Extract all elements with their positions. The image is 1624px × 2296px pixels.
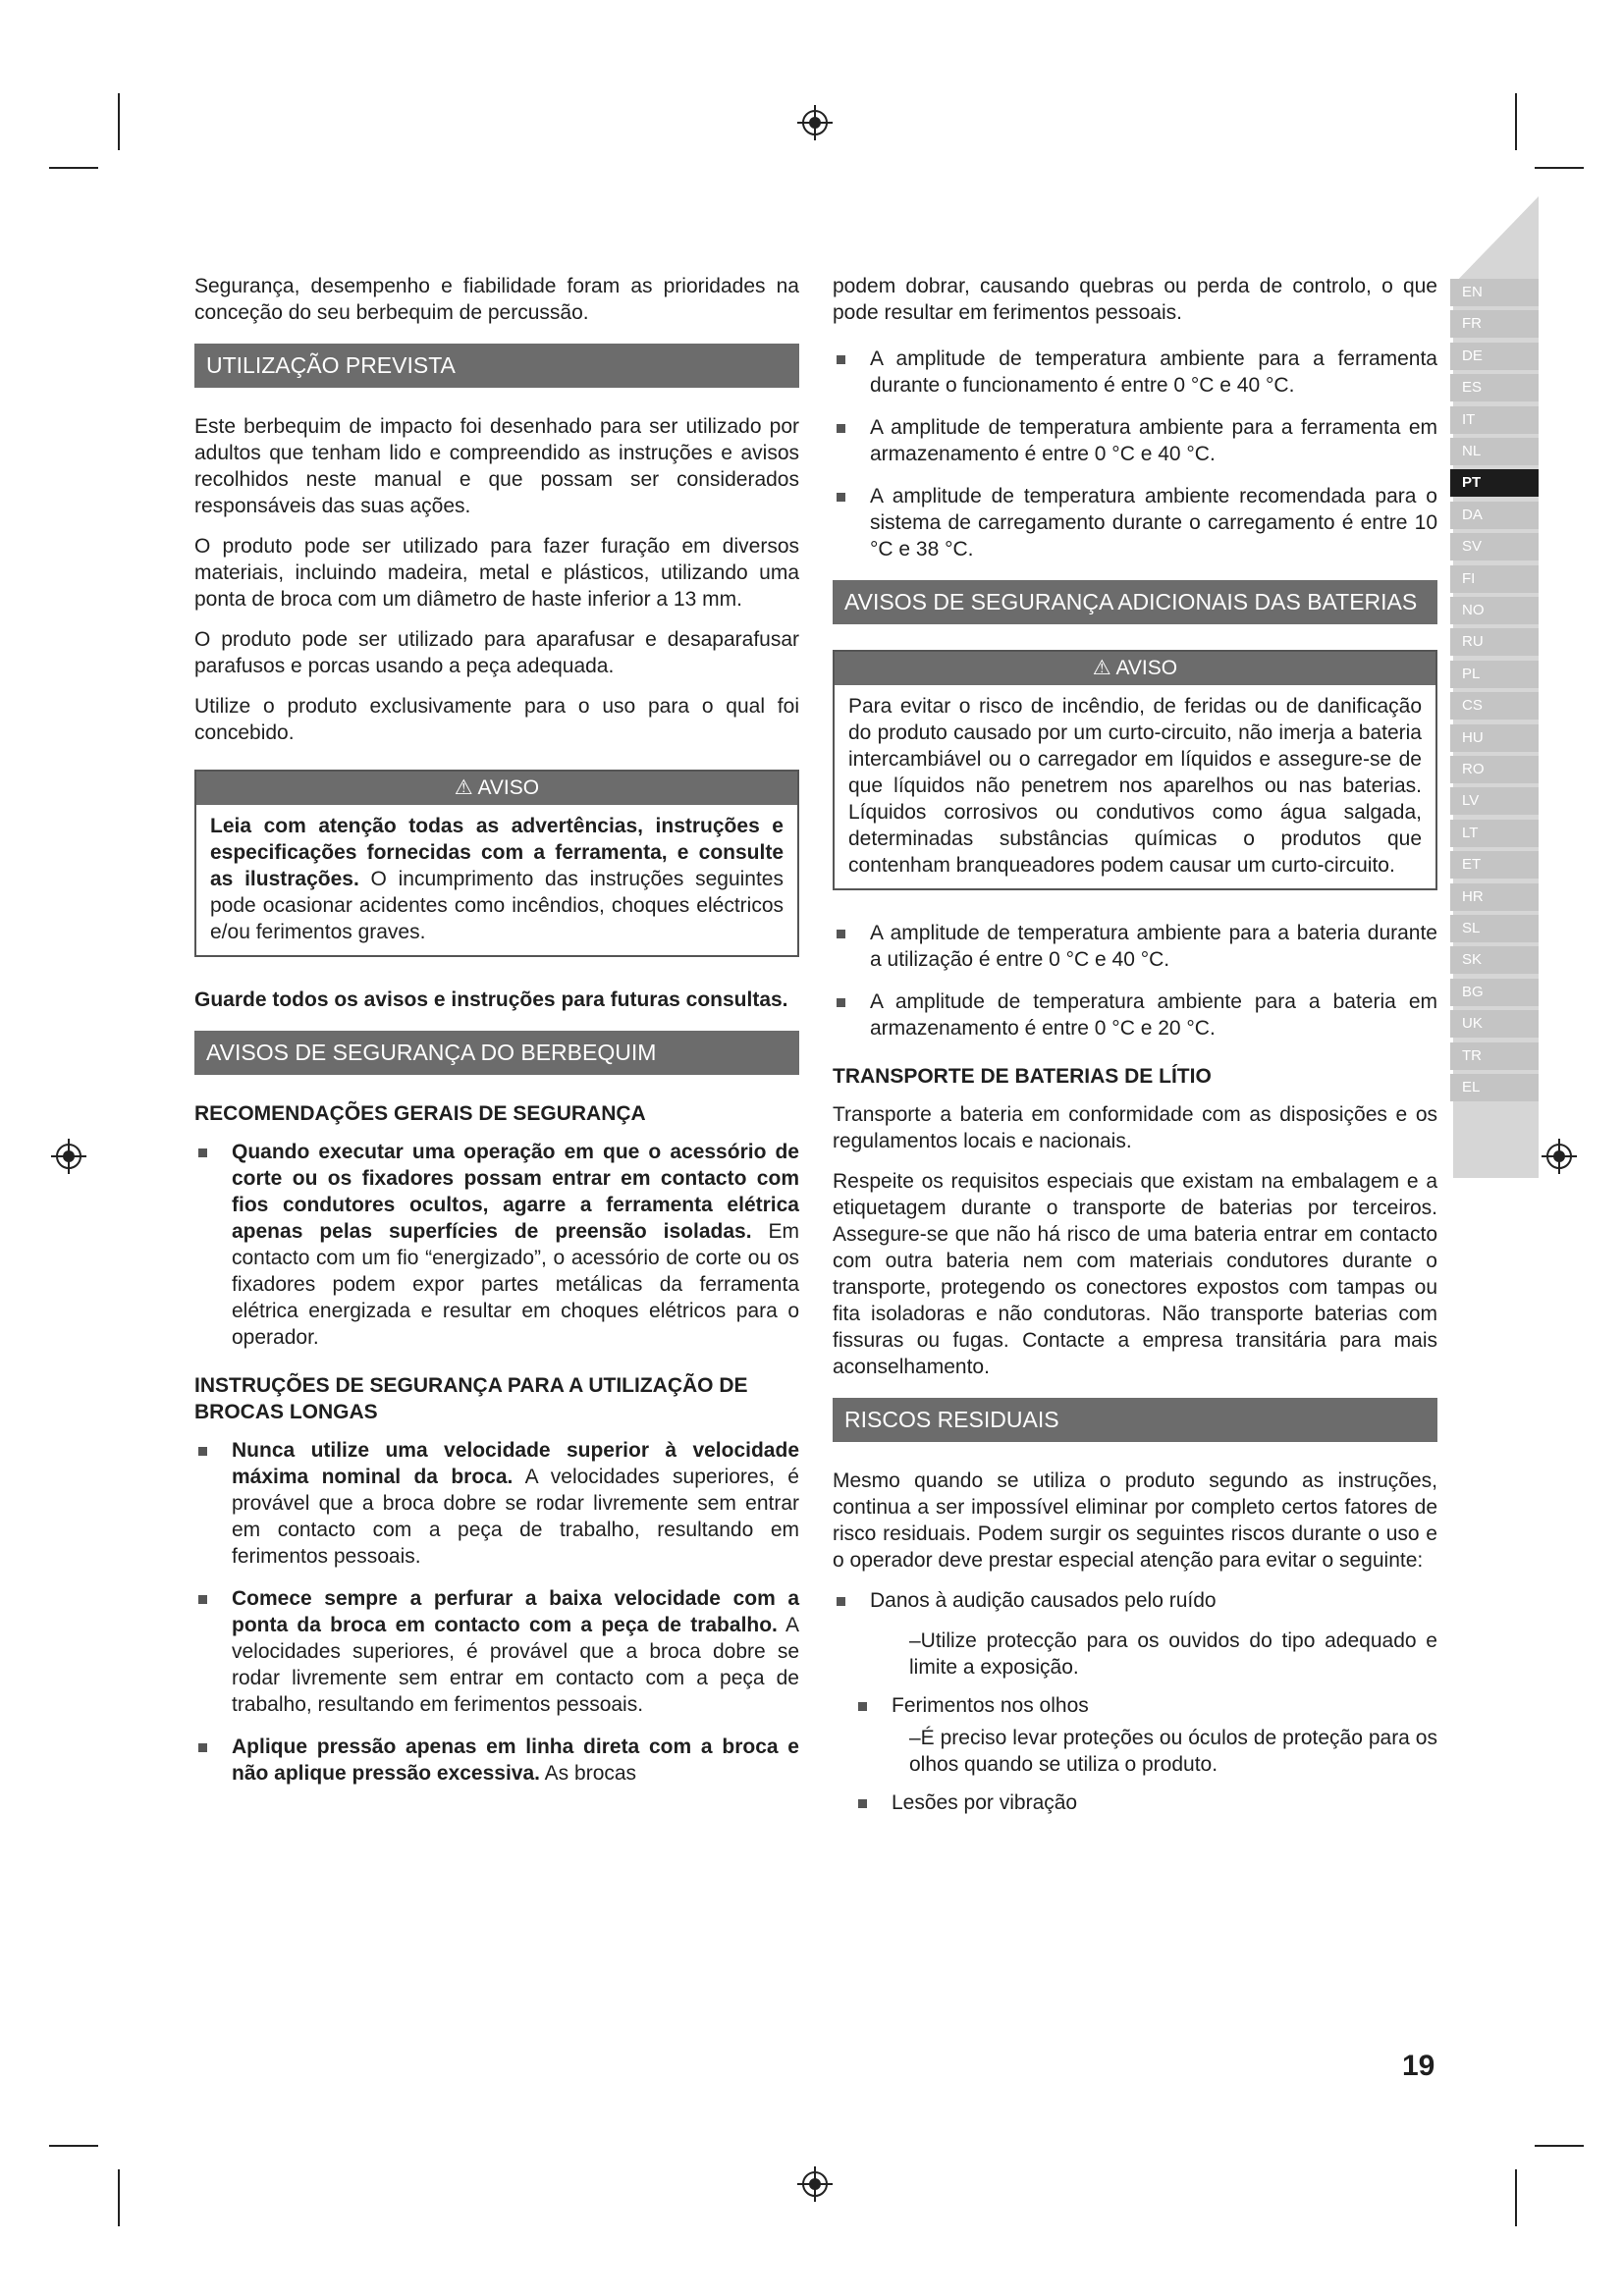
language-tab-sk[interactable]: SK [1450, 946, 1539, 974]
list-item-text: Em contacto com um fio “energizado”, o acessório de corte ou os fixadores podem expor partes metálicas da ferramenta elétrica energizada e resultar em choques elétricos para o operador. [232, 1220, 799, 1349]
continued-paragraph: podem dobrar, causando quebras ou perda de controlo, o que pode resultar em ferimentos pessoais. [833, 275, 1437, 324]
subheading-transporte: TRANSPORTE DE BATERIAS DE LÍTIO [833, 1065, 1212, 1088]
keep-instructions-text: Guarde todos os avisos e instruções para futuras consultas. [194, 988, 788, 1011]
list-item: Lesões por vibração [854, 1789, 1437, 1816]
warning-body [196, 805, 797, 955]
warning-text: O incumprimento das instruções seguintes pode ocasionar acidentes como incêndios, choques eléctricos e/ou ferimentos graves. [210, 868, 784, 943]
warning-triangle-icon: ⚠ [1092, 657, 1111, 679]
list-item-bold: Comece sempre a perfurar a baixa velocidade com a ponta da broca em contacto com a peça de trabalho. [232, 1587, 799, 1636]
crop-mark [1515, 2169, 1517, 2226]
warning-body: Para evitar o risco de incêndio, de feridas ou de danificação do produto causado por um curto-circuito, não imerja a bateria intercambiável ou o carregador em líquidos e assegure-se de que líquidos não penetrem nos aparelhos ou nas baterias. Líquidos corrosivos ou condutivos como água salgada, determinadas substâncias químicas o produtos que contenham branqueadores podem causar um curto-circuito. [848, 695, 1422, 877]
warning-triangle-icon: ⚠ [454, 776, 473, 799]
list-item: A amplitude de temperatura ambiente para a ferramenta em armazenamento é entre 0 °C e 40 °C. [833, 414, 1437, 467]
language-tab-lv[interactable]: LV [1450, 787, 1539, 815]
language-tab-et[interactable]: ET [1450, 851, 1539, 879]
language-tab-pt[interactable]: PT [1450, 469, 1539, 497]
paragraph: Mesmo quando se utiliza o produto segundo as instruções, continua a ser impossível eliminar por completo certos fatores de risco residuais. Podem surgir os seguintes riscos durante o uso e o operador deve prestar especial atenção para evitar o seguinte: [833, 1469, 1437, 1572]
section-heading-utilizacao: UTILIZAÇÃO PREVISTA [194, 344, 799, 388]
bullet-list [194, 1139, 799, 1351]
list-item: A amplitude de temperatura ambiente para a ferramenta durante o funcionamento é entre 0 °C e 40 °C. [833, 346, 1437, 399]
bullet-list [833, 1789, 1437, 1816]
language-tab-nl[interactable]: NL [1450, 438, 1539, 465]
list-item-text: A velocidades superiores, é provável que a broca dobre se rodar livremente sem entrar em contacto com a peça de trabalho, resultando em ferimentos pessoais. [232, 1466, 799, 1568]
list-item [194, 1139, 799, 1351]
paragraph: O produto pode ser utilizado para aparafusar e desaparafusar parafusos e porcas usando a peça adequada. [194, 628, 799, 677]
crop-mark [1515, 93, 1517, 150]
paragraph: Utilize o produto exclusivamente para o uso para o qual foi concebido. [194, 695, 799, 744]
language-tab-hr[interactable]: HR [1450, 883, 1539, 911]
crop-mark [49, 2145, 98, 2147]
language-tab-fi[interactable]: FI [1450, 565, 1539, 593]
paragraph: Respeite os requisitos especiais que existam na embalagem e a etiquetagem durante o transporte de baterias por terceiros. Assegure-se que não há risco de uma bateria entrar em contacto com outra bateria nem com materiais condutores durante o transporte, protegendo os conectores expostos com tampas ou fita isoladoras e não condutoras. Não transporte baterias com fissuras ou fugas. Contacte a empresa transitária para mais aconselhamento. [833, 1170, 1437, 1378]
language-tab-no[interactable]: NO [1450, 597, 1539, 624]
paragraph: Este berbequim de impacto foi desenhado para ser utilizado por adultos que tenham lido e compreendido as instruções e avisos recolhidos neste manual e que possam ser considerados responsáveis das suas ações. [194, 415, 799, 517]
language-tab-sl[interactable]: SL [1450, 915, 1539, 942]
language-tab-el[interactable]: EL [1450, 1074, 1539, 1101]
list-item: Danos à audição causados pelo ruído [833, 1587, 1437, 1614]
list-item-bold: Nunca utilize uma velocidade superior à velocidade máxima nominal da broca. [232, 1439, 799, 1488]
warning-box [833, 650, 1437, 890]
page-number: 19 [1402, 2050, 1435, 2082]
bullet-list [833, 346, 1437, 562]
list-item [194, 1585, 799, 1718]
paragraph: Transporte a bateria em conformidade com as disposições e os regulamentos locais e nacionais. [833, 1103, 1437, 1152]
list-item-text: A velocidades superiores, é provável que a broca dobre se rodar livremente sem entrar em contacto com a peça de trabalho, resultando em ferimentos pessoais. [232, 1614, 800, 1716]
language-tab-cs[interactable]: CS [1450, 692, 1539, 720]
list-item [194, 1437, 799, 1570]
warning-title [196, 772, 797, 805]
bullet-list [833, 1692, 1437, 1719]
warning-title [835, 652, 1435, 685]
list-item-bold: Quando executar uma operação em que o acessório de corte ou os fixadores possam entrar em contacto com fios condutores ocultos, agarre a ferramenta elétrica apenas pelas superfícies de preensão isoladas. [232, 1141, 799, 1243]
language-tab-da[interactable]: DA [1450, 502, 1539, 529]
section-heading-riscos: RISCOS RESIDUAIS [833, 1398, 1437, 1442]
bullet-list [194, 1437, 799, 1787]
list-item: A amplitude de temperatura ambiente recomendada para o sistema de carregamento durante o carregamento é entre 10 °C e 38 °C. [833, 483, 1437, 562]
bullet-list [833, 1587, 1437, 1614]
language-tabs [1450, 196, 1539, 1178]
language-tab-es[interactable]: ES [1450, 374, 1539, 401]
crop-mark [1535, 167, 1584, 169]
warning-box [194, 770, 799, 957]
language-tab-bg[interactable]: BG [1450, 979, 1539, 1006]
warning-bold-text: Leia com atenção todas as advertências, instruções e especificações fornecidas com a ferramenta, e consulte as ilustrações. [210, 815, 784, 890]
language-tab-ro[interactable]: RO [1450, 756, 1539, 783]
language-tab-tr[interactable]: TR [1450, 1042, 1539, 1070]
language-tab-uk[interactable]: UK [1450, 1010, 1539, 1038]
bullet-list [833, 920, 1437, 1041]
language-tab-de[interactable]: DE [1450, 343, 1539, 370]
registration-mark-icon [49, 1137, 88, 1176]
language-tab-fr[interactable]: FR [1450, 310, 1539, 338]
crop-mark [1535, 2145, 1584, 2147]
warning-title-text: AVISO [477, 776, 540, 799]
list-item-text: As brocas [540, 1762, 637, 1785]
section-heading-avisos: AVISOS DE SEGURANÇA DO BERBEQUIM [194, 1031, 799, 1075]
language-tab-lt[interactable]: LT [1450, 820, 1539, 847]
crop-mark [118, 93, 120, 150]
registration-mark-icon [795, 2164, 835, 2204]
registration-mark-icon [795, 103, 835, 142]
warning-title-text: AVISO [1115, 657, 1178, 679]
list-item: A amplitude de temperatura ambiente para a bateria em armazenamento é entre 0 °C e 20 °C. [833, 988, 1437, 1041]
right-column [833, 273, 1437, 1828]
list-item [194, 1734, 799, 1787]
section-heading-baterias: AVISOS DE SEGURANÇA ADICIONAIS DAS BATERIAS [833, 580, 1437, 624]
registration-mark-icon [1540, 1137, 1579, 1176]
left-column [194, 273, 799, 1802]
language-tab-hu[interactable]: HU [1450, 724, 1539, 752]
crop-mark [118, 2169, 120, 2226]
keep-instructions-note [194, 987, 799, 1013]
language-tab-pl[interactable]: PL [1450, 661, 1539, 688]
dash-item: –É preciso levar proteções ou óculos de proteção para os olhos quando se utiliza o produto. [909, 1727, 1437, 1776]
list-item-bold: Aplique pressão apenas em linha direta com a broca e não aplique pressão excessiva. [232, 1735, 799, 1785]
language-tab-en[interactable]: EN [1450, 279, 1539, 306]
dash-item: –Utilize protecção para os ouvidos do tipo adequado e limite a exposição. [909, 1629, 1437, 1679]
subheading-recomendacoes: RECOMENDAÇÕES GERAIS DE SEGURANÇA [194, 1102, 646, 1125]
language-tab-sv[interactable]: SV [1450, 533, 1539, 561]
subheading-brocas: INSTRUÇÕES DE SEGURANÇA PARA A UTILIZAÇÃO DE BROCAS LONGAS [194, 1374, 748, 1423]
intro-paragraph: Segurança, desempenho e fiabilidade foram as prioridades na conceção do seu berbequim de percussão. [194, 275, 799, 324]
paragraph: O produto pode ser utilizado para fazer furação em diversos materiais, incluindo madeira, metal e plásticos, utilizando uma ponta de broca com um diâmetro de haste inferior a 13 mm. [194, 535, 799, 611]
language-tab-it[interactable]: IT [1450, 406, 1539, 434]
language-tab-ru[interactable]: RU [1450, 628, 1539, 656]
list-item: Ferimentos nos olhos [854, 1692, 1437, 1719]
list-item: A amplitude de temperatura ambiente para a bateria durante a utilização é entre 0 °C e 40 °C. [833, 920, 1437, 973]
crop-mark [49, 167, 98, 169]
